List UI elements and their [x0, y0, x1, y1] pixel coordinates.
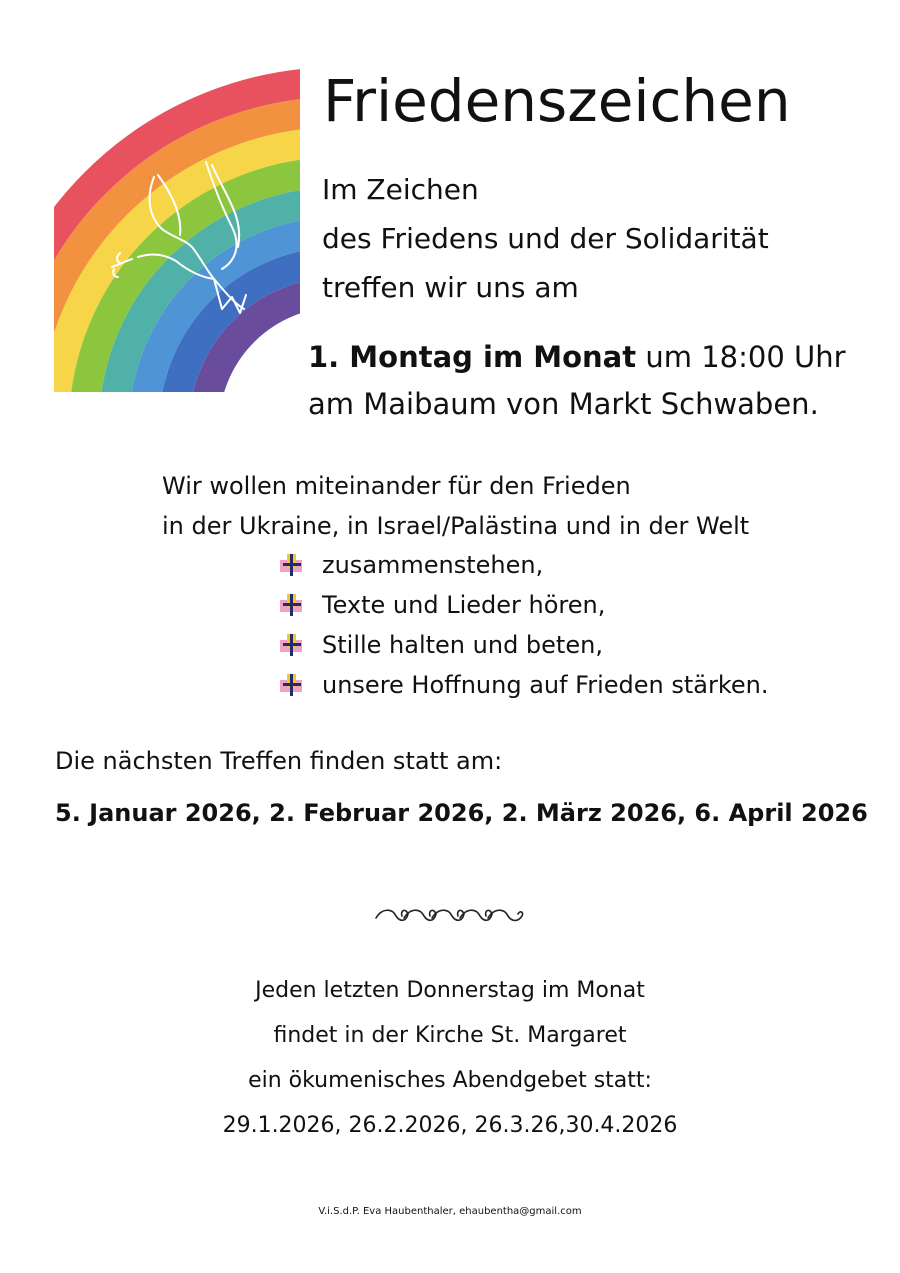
- next-meetings-heading: Die nächsten Treffen finden statt am:: [55, 747, 503, 775]
- intro-text: [322, 165, 769, 312]
- schedule-time: um 18:00 Uhr: [636, 340, 846, 374]
- activity-list: [279, 545, 769, 705]
- next-meetings-dates: 5. Januar 2026, 2. Februar 2026, 2. März 2026, 6. April 2026: [55, 799, 868, 827]
- cross-bullet-icon: [279, 553, 305, 577]
- evening-prayer-dates: 29.1.2026, 26.2.2026, 26.3.26,30.4.2026: [222, 1113, 678, 1138]
- evening-prayer-line: Jeden letzten Donnerstag im Monat: [255, 978, 645, 1003]
- activity-text: Texte und Lieder hören,: [322, 591, 606, 619]
- cross-bullet-icon: [279, 633, 305, 657]
- purpose-line: in der Ukraine, in Israel/Palästina und in der Welt: [162, 512, 750, 540]
- purpose-text: [162, 466, 749, 546]
- evening-prayer-line: findet in der Kirche St. Margaret: [273, 1023, 627, 1048]
- ornament-divider-icon: [372, 902, 528, 928]
- activity-text: Stille halten und beten,: [322, 631, 603, 659]
- evening-prayer-line: ein ökumenisches Abendgebet statt:: [248, 1068, 652, 1093]
- meeting-schedule: [308, 334, 846, 428]
- list-item: [279, 625, 769, 665]
- schedule-place: am Maibaum von Markt Schwaben.: [308, 387, 819, 421]
- activity-text: unsere Hoffnung auf Frieden stärken.: [322, 671, 769, 699]
- list-item: [279, 665, 769, 705]
- footer-imprint: V.i.S.d.P. Eva Haubenthaler, ehaubentha@gmail.com: [318, 1206, 582, 1217]
- evening-prayer-section: [0, 968, 900, 1148]
- activity-text: zusammenstehen,: [322, 551, 544, 579]
- intro-line: treffen wir uns am: [322, 271, 579, 304]
- cross-bullet-icon: [279, 593, 305, 617]
- list-item: [279, 585, 769, 625]
- intro-line: des Friedens und der Solidarität: [322, 222, 769, 255]
- schedule-day: 1. Montag im Monat: [308, 340, 637, 374]
- page-title: Friedenszeichen: [323, 67, 791, 135]
- rainbow-dove-icon: [54, 47, 300, 392]
- intro-line: Im Zeichen: [322, 173, 479, 206]
- cross-bullet-icon: [279, 673, 305, 697]
- purpose-line: Wir wollen miteinander für den Frieden: [162, 472, 631, 500]
- list-item: [279, 545, 769, 585]
